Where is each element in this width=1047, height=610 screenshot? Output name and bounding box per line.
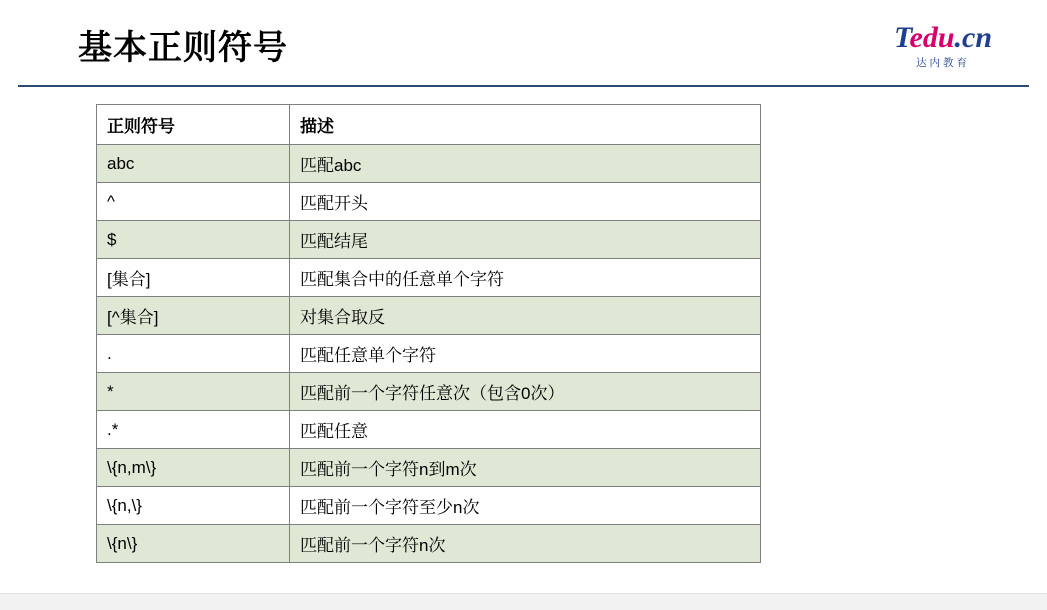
cell-symbol: \{n\} [97,525,290,563]
regex-table [96,104,761,563]
table-row [97,449,761,487]
page-title: 基本正则符号 [78,29,288,67]
table-row [97,145,761,183]
table-row [97,335,761,373]
cell-symbol: \{n,\} [97,487,290,525]
cell-description: 匹配任意单个字符 [290,335,761,373]
cell-symbol: abc [97,145,290,183]
tedu-logo [873,22,1013,74]
cell-description: 匹配任意 [290,411,761,449]
table-row [97,297,761,335]
cell-description: 对集合取反 [290,297,761,335]
cell-description: 匹配开头 [290,183,761,221]
cell-symbol: [集合] [97,259,290,297]
table-row [97,221,761,259]
cell-symbol: * [97,373,290,411]
logo-wordmark [873,22,1013,54]
column-header-description: 描述 [290,105,761,145]
cell-description: 匹配集合中的任意单个字符 [290,259,761,297]
table-header-row [97,105,761,145]
table-row [97,259,761,297]
table-row [97,411,761,449]
cell-description: 匹配abc [290,145,761,183]
table-row [97,373,761,411]
cell-description: 匹配结尾 [290,221,761,259]
header-divider [18,85,1029,87]
logo-letter-t: T [893,21,910,54]
cell-symbol: $ [97,221,290,259]
table-row [97,183,761,221]
logo-letters-cn: cn [962,21,993,54]
table-row [97,487,761,525]
cell-symbol: .* [97,411,290,449]
cell-symbol: . [97,335,290,373]
cell-description: 匹配前一个字符至少n次 [290,487,761,525]
logo-dot: . [954,21,963,54]
regex-table-container [96,104,760,563]
cell-description: 匹配前一个字符n次 [290,525,761,563]
table-row [97,525,761,563]
footer-strip [0,593,1047,610]
slide-header [0,0,1047,86]
cell-symbol: ^ [97,183,290,221]
cell-symbol: [^集合] [97,297,290,335]
cell-symbol: \{n,m\} [97,449,290,487]
column-header-symbol: 正则符号 [97,105,290,145]
logo-letters-edu: edu [909,21,955,54]
logo-subtitle: 达内教育 [916,57,970,69]
cell-description: 匹配前一个字符任意次（包含0次） [290,373,761,411]
cell-description: 匹配前一个字符n到m次 [290,449,761,487]
